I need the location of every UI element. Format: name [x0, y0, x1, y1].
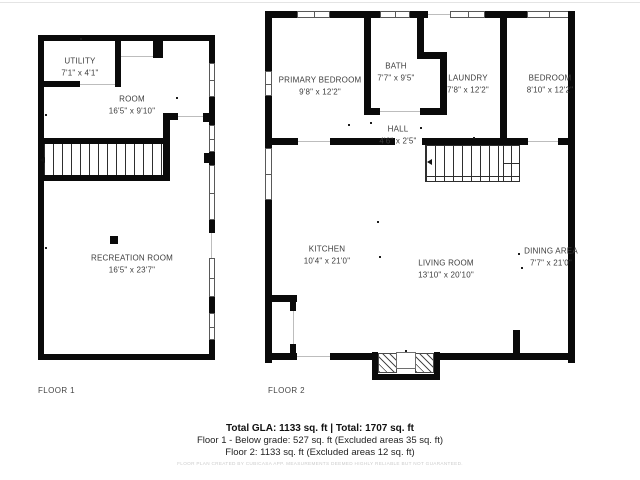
window [297, 11, 330, 18]
floor2-area-line: Floor 2: 1133 sq. ft (Excluded areas 12 sq. ft) [225, 446, 415, 458]
room-dims: 7'7" x 9'5" [377, 73, 415, 82]
tick-mark [80, 38, 82, 40]
wall [330, 11, 380, 18]
room-name: KITCHEN [308, 244, 346, 254]
tick-mark [473, 137, 475, 139]
wall [209, 97, 215, 125]
room-name: BEDROOM [528, 73, 572, 83]
disclaimer-line: FLOOR PLAN CREATED BY CUBICASA APP. MEASUREMENTS DEEMED HIGHLY RELIABLE BUT NOT GUARANTEED. [177, 462, 463, 467]
wall [209, 220, 215, 233]
room-label-bath [377, 61, 414, 84]
room-label-laundry [447, 73, 489, 96]
wall [364, 18, 371, 115]
porch-wall [372, 374, 440, 380]
wall [410, 11, 428, 18]
wall [209, 35, 215, 63]
room-name: PRIMARY BEDROOM [278, 75, 362, 85]
wall [265, 138, 298, 145]
room-name: BATH [385, 61, 407, 71]
wall [568, 11, 575, 363]
wall [558, 138, 575, 145]
room-label-bedroom [527, 73, 573, 96]
room-dims: 7'1" x 4'1" [61, 68, 99, 77]
door-opening [178, 116, 203, 117]
room-name: RECREATION ROOM [91, 253, 173, 263]
room-label-living-room [418, 258, 474, 281]
tick-mark [379, 256, 381, 258]
support-column [110, 236, 118, 244]
porch-steps [415, 353, 434, 373]
wall [203, 113, 209, 122]
door-opening [298, 141, 330, 142]
window [209, 165, 215, 220]
window [209, 125, 215, 152]
wall [290, 344, 296, 353]
floor1-area-line: Floor 1 - Below grade: 527 sq. ft (Excluded areas 35 sq. ft) [196, 435, 444, 446]
tick-mark [377, 221, 379, 223]
footer-summary [0, 423, 640, 468]
wall [209, 340, 215, 360]
room-dims: 10'4" x 21'0" [303, 256, 351, 265]
tick-mark [348, 124, 350, 126]
room-name: HALL [387, 124, 409, 134]
room-name: ROOM [119, 94, 145, 104]
room-label-recreation [91, 253, 173, 276]
room-label-primary-bedroom [279, 75, 362, 98]
room-name: UTILITY [64, 56, 96, 66]
window [265, 148, 272, 200]
tick-mark [176, 97, 178, 99]
room-name: DINING AREA [524, 246, 578, 256]
tick-mark [521, 267, 523, 269]
door-opening [528, 141, 558, 142]
window [209, 313, 215, 340]
wall [422, 138, 528, 145]
wall [163, 113, 178, 120]
tick-mark [45, 114, 47, 116]
total-area-line: Total GLA: 1133 sq. ft | Total: 1707 sq. ft [225, 423, 415, 434]
wall [204, 153, 209, 163]
porch-steps [378, 353, 397, 373]
wall [485, 11, 527, 18]
wall [330, 353, 372, 360]
wall [38, 35, 215, 41]
stair-edge-line [426, 176, 519, 177]
wall [209, 152, 215, 165]
stair-direction-arrow-icon [427, 159, 432, 165]
room-dims: 4'6" x 2'5" [379, 136, 417, 145]
tick-mark [518, 253, 520, 255]
wall [38, 354, 215, 360]
door-opening [297, 356, 330, 357]
window [450, 11, 485, 18]
door-opening [80, 84, 115, 85]
room-label-kitchen [304, 244, 350, 267]
door-opening [293, 311, 294, 344]
window [209, 258, 215, 297]
window [265, 71, 272, 96]
wall [417, 52, 447, 59]
wall [209, 297, 215, 313]
window [527, 11, 570, 18]
wall [38, 175, 170, 181]
page-top-border [0, 2, 640, 3]
wall [364, 108, 380, 115]
room-name: LAUNDRY [448, 73, 488, 83]
wall [265, 200, 272, 363]
room-dims: 7'7" x 21'0" [530, 258, 572, 267]
room-dims: 16'5" x 23'7" [108, 265, 156, 274]
stair-direction-arrow-icon [40, 157, 45, 163]
room-label-room [109, 94, 155, 117]
tick-mark [370, 122, 372, 124]
wall [115, 41, 121, 87]
wall [290, 302, 296, 311]
room-name: LIVING ROOM [418, 258, 474, 268]
porch-wall [434, 352, 440, 380]
room-label-hall [379, 124, 416, 147]
room-dims: 16'5" x 9'10" [108, 106, 156, 115]
tick-mark [45, 247, 47, 249]
door-opening [380, 111, 420, 112]
wall [265, 353, 297, 360]
door-opening [428, 14, 450, 15]
window [380, 11, 410, 18]
door-opening [211, 233, 212, 258]
door-opening [121, 56, 153, 57]
wall [440, 59, 447, 115]
wall [440, 353, 575, 360]
room-dims: 13'10" x 20'10" [418, 270, 474, 279]
room-dims: 9'8" x 12'2" [299, 87, 341, 96]
room-label-utility [61, 56, 98, 79]
wall [153, 41, 163, 58]
window [209, 63, 215, 97]
wall [513, 330, 520, 360]
stair-landing-line [503, 163, 520, 164]
floor1-label: FLOOR 1 [38, 386, 76, 395]
room-label-dining-area [524, 246, 578, 269]
tick-mark [405, 350, 407, 352]
wall [500, 18, 507, 145]
room-dims: 8'10" x 12'2" [526, 85, 574, 94]
wall [272, 295, 297, 302]
wall [163, 113, 170, 181]
room-dims: 7'8" x 12'2" [447, 85, 489, 94]
wall [38, 81, 80, 87]
wall [265, 11, 272, 71]
staircase [44, 144, 163, 175]
porch-landing [396, 352, 416, 369]
tick-mark [420, 127, 422, 129]
floor2-label: FLOOR 2 [268, 386, 306, 395]
